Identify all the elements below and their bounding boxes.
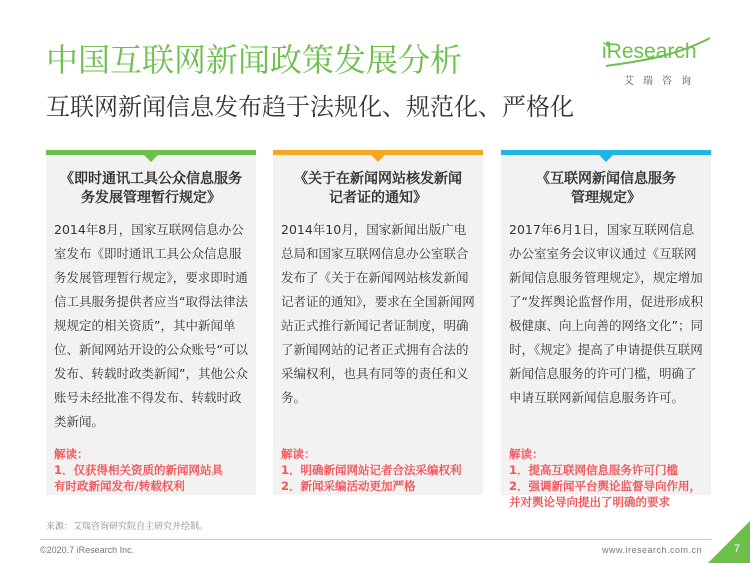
note-line: 1．仅获得相关资质的新闻网站具: [54, 463, 223, 477]
logo-brand: iResearch: [602, 40, 697, 63]
card-body: 2017年6月1日，国家互联网信息办公室室务会议审议通过《互联网新闻信息服务管理规定》，规定增加了“发挥舆论监督作用，促进形成积极健康、向上向善的网络文化”；同时，《规定》提高了申请提供互联网新闻信息服务的许可门槛，明确了申请互联网新闻信息服务许可。: [509, 222, 703, 405]
note-line: 1．明确新闻网站记者合法采编权利: [281, 463, 462, 477]
copyright: ©2020.7 iResearch Inc.: [40, 545, 135, 555]
policy-card-2: [273, 150, 483, 495]
page-subtitle: 互联网新闻信息发布趋于法规化、规范化、严格化: [46, 93, 574, 121]
page-number: 7: [733, 543, 740, 555]
card-body: 2014年8月，国家互联网信息办公室发布《即时通讯工具公众信息服务发展管理暂行规定》，要求即时通信工具服务提供者应当“取得法律法规规定的相关资质”，其中新闻单位、新闻网站开设的公众账号“可以发布、转载时政类新闻”，其他公众账号未经批准不得发布、转载时政类新闻。: [54, 222, 248, 429]
note-line: 有时政新闻发布/转载权利: [54, 479, 185, 493]
card-title: [501, 170, 711, 208]
card-title: [273, 170, 483, 208]
card-title-line: 管理规定》: [571, 190, 641, 206]
page-title: 中国互联网新闻政策发展分析: [46, 41, 463, 79]
card-title-line: 《互联网新闻信息服务: [536, 171, 676, 187]
corner-triangle: [708, 521, 750, 563]
card-note: [509, 446, 707, 510]
card-title-line: 《关于在新闻网站核发新闻: [294, 171, 462, 187]
logo-cn: 艾瑞咨询: [624, 76, 700, 87]
card-arrow-icon: [599, 155, 613, 162]
note-line: 1．提高互联网信息服务许可门槛: [509, 463, 678, 477]
footer-divider: [40, 539, 712, 540]
note-line: 并对舆论导向提出了明确的要求: [509, 495, 670, 509]
policy-card-1: [46, 150, 256, 495]
card-body: 2014年10月，国家新闻出版广电总局和国家互联网信息办公室联合发布了《关于在新闻网站核发新闻记者证的通知》，要求在全国新闻网站正式推行新闻记者证制度，明确了新闻网站的记者正式拥有合法的采编权利，也具有同等的责任和义务。: [281, 222, 475, 405]
card-arrow-icon: [371, 155, 385, 162]
note-label: 解读：: [54, 447, 89, 461]
card-title-line: 《即时通讯工具公众信息服务: [60, 171, 242, 187]
website-link[interactable]: www.iresearch.com.cn: [601, 545, 702, 555]
note-line: 2．新闻采编活动更加严格: [281, 479, 416, 493]
card-title-line: 记者证的通知》: [329, 190, 427, 206]
card-title-line: 务发展管理暂行规定》: [81, 190, 221, 206]
iresearch-logo: [602, 32, 714, 88]
note-line: 2．强调新闻平台舆论监督导向作用，: [509, 479, 701, 493]
note-label: 解读：: [509, 447, 544, 461]
card-note: [281, 446, 479, 494]
note-label: 解读：: [281, 447, 316, 461]
card-note: [54, 446, 252, 494]
card-title: [46, 170, 256, 208]
policy-card-3: [501, 150, 711, 509]
source-note: 来源：艾瑞咨询研究院自主研究并绘制。: [46, 522, 209, 532]
card-arrow-icon: [144, 155, 158, 162]
